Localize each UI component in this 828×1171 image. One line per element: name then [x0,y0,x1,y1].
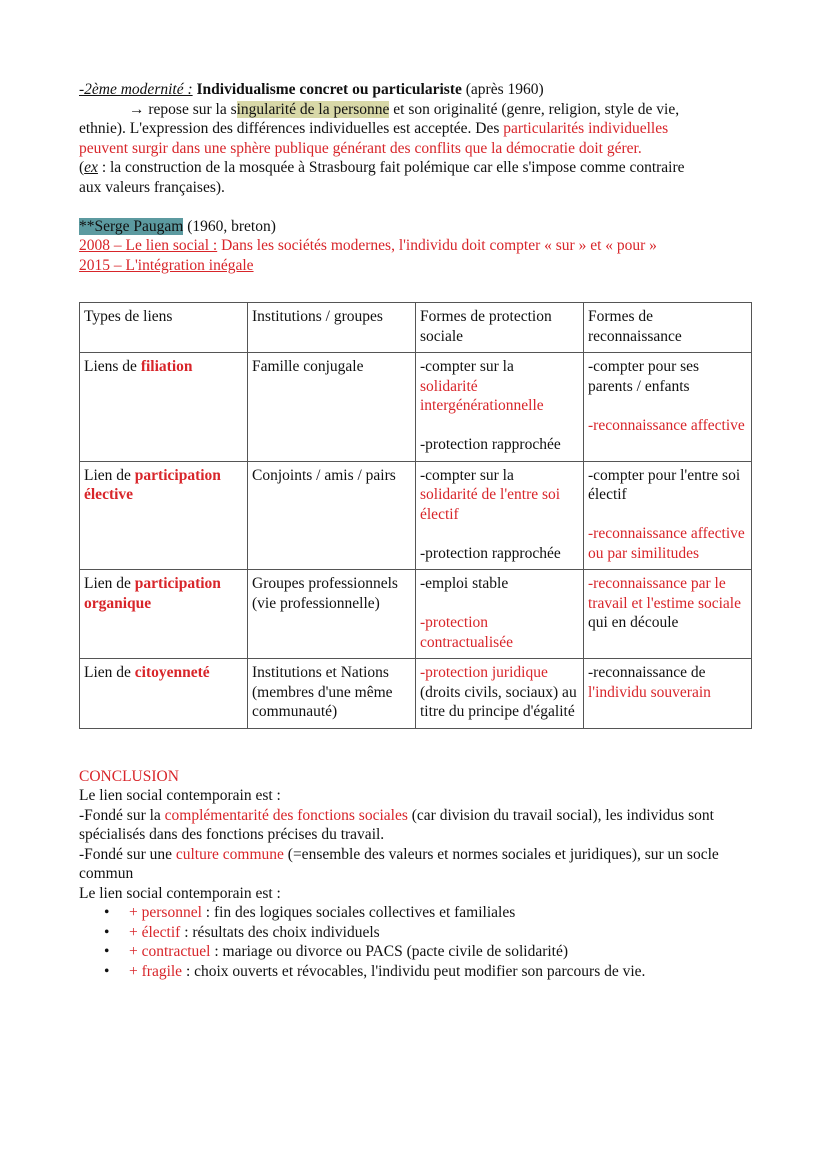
table-header-row [80,303,752,353]
work-1-text: Dans les sociétés modernes, l'individu doit compter « sur » et « pour » [217,237,657,254]
work-1 [79,236,751,256]
social-links-table [79,302,752,729]
conclusion-title: CONCLUSION [79,767,179,785]
intro-line-2-red: particularités individuelles [503,120,669,137]
modernity-heading [79,80,751,100]
row-institution: Conjoints / amis / pairs [248,461,416,570]
row-institution: Famille conjugale [248,353,416,462]
row-type: Lien de citoyenneté [80,659,248,729]
example-paren: ( [79,159,85,176]
row-institution: Institutions et Nations (membres d'une même communauté) [248,659,416,729]
conclusion-line-2: Le lien social contemporain est : [79,884,281,902]
row-recognition: -compter pour ses parents / enfants -reconnaissance affective [584,353,752,462]
intro-line-2 [79,119,751,139]
row-type: Lien de participation élective [80,461,248,570]
header-institutions: Institutions / groupes [248,303,416,353]
heading-label: -2ème modernité : [79,81,193,98]
row-recognition: -reconnaissance par le travail et l'estime sociale qui en découle [584,570,752,659]
list-item: • + personnel : fin des logiques sociales collectives et familiales [129,903,751,923]
author-info: (1960, breton) [183,217,276,235]
row-type: Liens de filiation [80,353,248,462]
list-item: • + contractuel : mariage ou divorce ou PACS (pacte civile de solidarité) [129,942,751,962]
intro-arrow-text: → repose sur la s [129,100,237,118]
highlighted-singularity: ingularité de la personne [236,100,390,118]
row-protection: -compter sur la solidarité intergénérationnelle -protection rapprochée [416,353,584,462]
example-line [79,158,751,178]
conclusion-paragraph-2: -Fondé sur une culture commune (=ensemble des valeurs et normes sociales et juridiques), sur un socle commun [79,845,719,882]
document-page [79,80,751,981]
intro-line-3: peuvent surgir dans une sphère publique générant des conflits que la démocratie doit gérer. [79,139,642,157]
header-recognition: Formes de reconnaissance [584,303,752,353]
conclusion-line-1: Le lien social contemporain est : [79,787,281,804]
table-row [80,570,752,659]
conclusion-section [79,767,751,982]
row-recognition: -compter pour l'entre soi électif -reconnaissance affective ou par similitudes [584,461,752,570]
list-item: • + fragile : choix ouverts et révocables, l'individu peut modifier son parcours de vie. [129,962,751,982]
row-institution: Groupes professionnels (vie professionnelle) [248,570,416,659]
list-item: • + électif : résultats des choix individuels [129,923,751,943]
table-row [80,353,752,462]
conclusion-paragraph-1: -Fondé sur la complémentarité des fonctions sociales (car division du travail social), les individus sont spécialisés dans des fonctions précises du travail. [79,806,714,843]
table-row [80,659,752,729]
example-line-2: aux valeurs françaises). [79,178,225,196]
row-protection: -compter sur la solidarité de l'entre soi électif -protection rapprochée [416,461,584,570]
header-protection: Formes de protection sociale [416,303,584,353]
example-text: : la construction de la mosquée à Strasbourg fait polémique car elle s'impose comme contraire [97,159,685,176]
row-recognition: -reconnaissance de l'individu souverain [584,659,752,729]
heading-title: Individualisme concret ou particulariste [196,81,462,98]
example-label: ex [84,159,98,176]
work-1-label: 2008 – Le lien social : [79,237,218,254]
heading-date: (après 1960) [465,81,544,98]
row-protection: -emploi stable -protection contractualisée [416,570,584,659]
intro-line-1-rest: et son originalité (genre, religion, style de vie, [389,100,680,118]
intro-line-2-text: ethnie). L'expression des différences individuelles est acceptée. Des [79,120,504,137]
intro-line-1 [79,100,751,120]
work-2: 2015 – L'intégration inégale [79,256,254,274]
table-row [80,461,752,570]
author-name: **Serge Paugam [79,217,184,235]
conclusion-list [79,903,751,981]
header-types: Types de liens [80,303,248,353]
row-protection: -protection juridique (droits civils, sociaux) au titre du principe d'égalité [416,659,584,729]
row-type: Lien de participation organique [80,570,248,659]
author-line [79,217,751,237]
